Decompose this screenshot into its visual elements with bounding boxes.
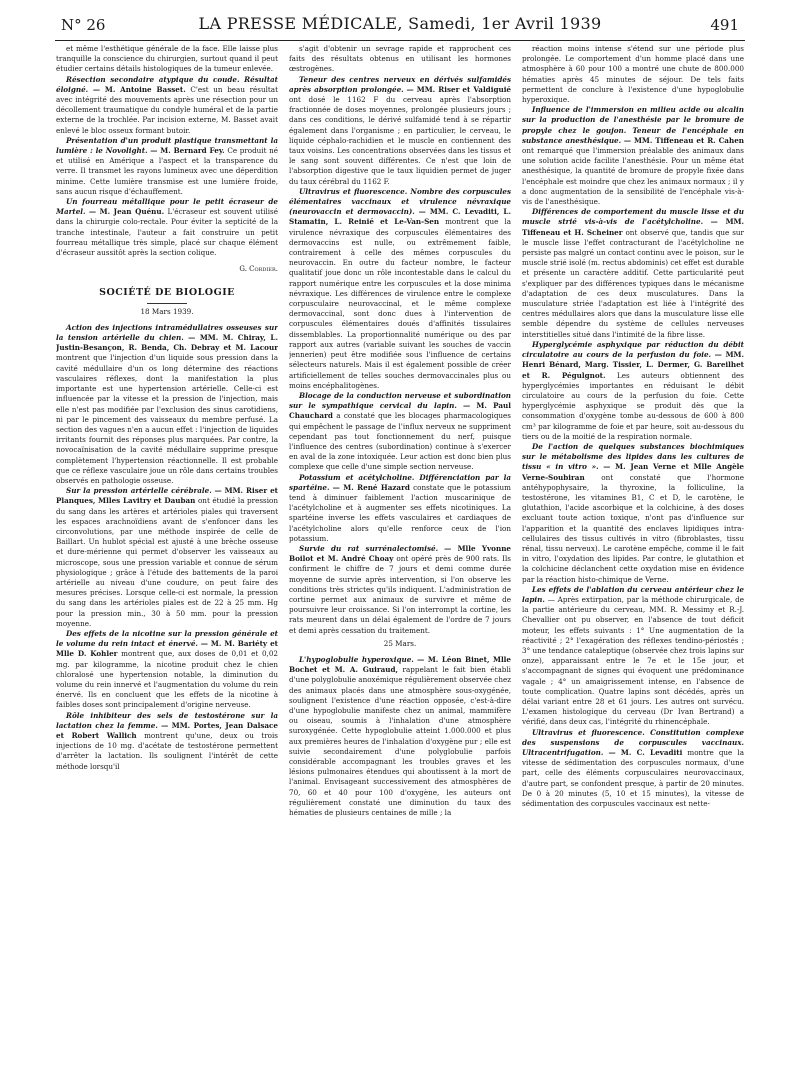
article-text: montrent que l'injection d'un liquide sous pression dans la cavité médullaire d'un os long détermine des réactions vasculaires réflexes, dont la manifestation la plus importante est une hypertension artérielle. Celle-ci est influencée par la vitesse et la pression de l'injection, mais elle n'est pas modifiée par l'exclusion des sinus carotidiens, ni par le pincement des vaisseaux du membre perfusé. La section des vagues n'en a aucun effet : l'injection de liquides irritants fournit des réponses plus marquées. Par contre, la novocaïnisation de la cavité médullaire supprime presque complètement l'hypertension réactionnelle. Il est probable que ce réflexe vasculaire joue un rôle dans certains troubles observés en pathologie osseuse. (56, 353, 278, 485)
article-text: Les auteurs obtiennent des hyperglycémies importantes en réduisant le débit circulatoire au cours de la perfusion du foie. Cette hyperglycémie asphyxique se produit dès que la consommation d'oxygène tombe au-dessous de 600 à 800 cm³ par kilogramme de foie et par heure, soit au-dessous du tiers ou de la moitié de la respiration normale. (522, 370, 744, 441)
article-title: Sur la pression artérielle cérébrale. (66, 486, 212, 496)
session-date: 18 Mars 1939. (140, 306, 194, 316)
page-header (55, 12, 745, 41)
article-paragraph (56, 44, 278, 75)
article-text: réaction moins intense s'étend sur une période plus prolongée. Le comportement d'un homme placé dans une atmosphère à 60 pour 100 a montré une chute de 800.000 hématies après 45 minutes de séjour. De tels faits permettent de conclure à l'existence d'une hypoglobulie hyperoxique. (522, 44, 744, 105)
signature: G. Cordier. (239, 265, 278, 274)
column-1 (56, 44, 278, 1074)
article-paragraph (56, 711, 278, 772)
article-text: et même l'esthétique générale de la face. Elle laisse plus tranquille la conscience du chirurgien, surtout quand il peut étudier certains détails histologiques de la tumeur enlevée. (56, 44, 278, 74)
article-title: Teneur des centres nerveux en dérivés sulfamidés après absorption prolongée. (289, 74, 511, 94)
article-authors: — M. René Hazard (332, 482, 410, 492)
article-title: Des effets de la nicotine sur la pression générale et le volume du rein intact et énervé. (56, 628, 278, 649)
article-paragraph (522, 207, 744, 340)
article-authors: — MM. Riser et Planques, Mlles Lavitry et Dauban (56, 486, 278, 506)
article-title: De l'action de quelques substances biochimiques sur le métabolisme des lipides dans les cultures de tissu « in vitro ». (522, 441, 744, 472)
article-text: L'écraseur est souvent utilisé dans la chirurgie colo-rectale. Pour éviter la septicité de la tranche intestinale, l'auteur a fait construire un petit fourreau métallique très simple, placé sur chaque élément d'écraseur aussitôt après la section colique. (56, 207, 278, 258)
article-title: Un fourreau métallique pour le petit écraseur de Martel. (56, 197, 278, 217)
article-authors: — M. Jean Quénu. (88, 207, 165, 217)
article-paragraph (289, 44, 511, 75)
article-title: Présentation d'un produit plastique transmettant la lumière : le Novolight. (56, 135, 278, 156)
article-paragraph (56, 323, 278, 486)
article-paragraph (522, 442, 744, 585)
article-title: Résection secondaire atypique du coude. Résultat éloigné. (56, 74, 278, 94)
column-2-articles (289, 44, 511, 636)
article-text: constate que le potassium tend à diminuer faiblement l'action muscarinique de l'acétylcholine et à augmenter ses effets nicotiniques. La spartéine inverse les effets vasculaires et cardiaques de l'acétylcholine alors qu'elle renforce ceux de l'ion potassium. (289, 482, 511, 543)
article-paragraph (289, 75, 511, 187)
article-authors: — M. Antoine Basset. (92, 84, 186, 94)
article-title: Influence de l'immersion en milieu acide ou alcalin sur la production de l'anesthésie par le bromure de propyle chez le goujon. Teneur de l'encéphale en substance anesthésique. (522, 105, 744, 145)
article-authors: — MM. M. Chiray, L. Justin-Besançon, R. Benda, Ch. Debray et M. Lacour (56, 333, 278, 353)
article-paragraph (289, 544, 511, 636)
section-rule (147, 303, 187, 304)
article-text: ont remarqué que l'immersion préalable des animaux dans une solution acide facilite l'anesthésie. Pour un même état anesthésique, la quantité de bromure de propyle fixée dans l'encéphale est moindre que chez les animaux normaux ; il y a donc augmentation de la sensibilité de l'encéphale vis-à-vis de l'anesthésique. (522, 146, 744, 207)
article-title: Différences de comportement du muscle lisse et du muscle strié vis-à-vis de l'acétylcholine. (522, 207, 744, 227)
article-paragraph (56, 75, 278, 136)
column-1-articles (56, 44, 278, 258)
article-authors: — M. C. Levaditi (608, 748, 683, 758)
article-text: montrent qu'une, deux ou trois injections de 10 mg. d'acétate de testostérone permettent d'arrêter la lactation. Ils soulignent l'intérêt de cette méthode lorsqu'il (56, 731, 278, 771)
article-authors: — M. Paul Chauchard (289, 401, 511, 421)
article-title: Hyperglycémie asphyxique par réduction du débit circulatoire au cours de la perfusion du foie. (522, 339, 744, 360)
article-paragraph (289, 187, 511, 391)
column-3-articles (522, 44, 744, 809)
article-text: ont étudié la pression du sang dans les artères et artérioles piales qui traversent les espaces arachnoïdiens avant de s'enfoncer dans les circonvolutions, par une méthode inspirée de celle de Baillart. Un hublot spécial est ajusté à une brèche osseuse et dure-mérienne qui permet d'observer les vaisseaux au microscope, sous une pression variable et connue de sérum physiologique ; grâce à l'étude des battements de la paroi artérielle au niveau d'une coudure, on peut faire des mesures précises. Lorsque celle-ci est normale, la pression du sang dans les artérioles piales est de 22 à 25 mm. Hg pour la pression min., 30 à 50 mm. pour la pression moyenne. (56, 496, 278, 628)
article-authors: — MM. Riser et Valdiguié (406, 84, 511, 94)
article-title: L'hypoglobulie hyperoxique. (299, 654, 414, 664)
article-authors: — MM. Tiffeneau et R. Cahen (623, 135, 744, 145)
article-paragraph (289, 391, 511, 473)
article-title: Blocage de la conduction nerveuse et subordination sur le sympathique cervical du lapin. (289, 390, 511, 411)
article-text: — Après extirpation, par la méthode chirurgicale, de la partie antérieure du cerveau, MM. R. Messimy et R.-J. Chevallier ont pu observer, en l'absence de tout déficit moteur, les effets suivants : 1° Une augmentation de la réactivité ; 2° l'exagération des réflexes tendino-périostés ; 3° une tendance cataleptique (observée chez trois lapins sur onze), apparaissant entre le 7e et le 15e jour, et s'accompagnant de signes qui évoquent une prédominance vagale ; 4° un amaigrissement intense, en l'absence de toute complication. Quatre lapins sont décédés, après un délai variant entre 28 et 61 jours. Les autres ont survécu. L'examen histologique du cerveau (Dr Ivan Bertrand) a vérifié, dans deux cas, l'intégrité du rhinencéphale. (522, 594, 744, 727)
article-authors: — MM. C. Levaditi, L. Stamatin, L. Reinié et Le-Van-Sen (289, 207, 511, 227)
article-paragraph (56, 197, 278, 258)
article-authors: — M. Jean Verne et Mlle Angèle Verne-Soubiran (522, 462, 744, 482)
session-date-2: 25 Mars. (383, 638, 417, 648)
column-3 (522, 44, 744, 1074)
article-text: montre que la vitesse de sédimentation des corpuscules normaux, d'une part, celle des éléments corpusculaires neurovaccinaux, d'autre part, se confondent presque, à partir de 20 minutes. De 0 à 20 minutes (5, 10 et 15 minutes), la vitesse de sédimentation des corpuscules vaccinaux est nette- (522, 748, 744, 809)
article-text: rappelant le fait bien établi d'une polyglobulie anoxémique régulièrement observée chez des animaux placés dans une atmosphère sous-oxygénée, soulignent l'existence d'une réaction opposée, c'est-à-dire d'une hypoglobulie manifeste chez un animal, mammifère ou oiseau, soumis à l'inhalation d'une atmosphère suroxygénée. Cette hypoglobulie atteint 1.000.000 et plus aux premières heures de l'inhalation d'oxygène pur ; elle est suivie secondairement d'une polyglobulie parfois considérable accompagnant les troubles graves et les lésions pulmonaires étendues qui aboutissent à la mort de l'animal. Envisageant successivement des atmosphères de 70, 60 et 40 pour 100 d'oxygène, les auteurs ont régulièrement constaté une diminution du taux des hématies de plusieurs centaines de mille ; la (289, 665, 511, 818)
article-text: Ce produit né et utilisé en Amérique a l'aspect et la transparence du verre. Il transmet les rayons lumineux avec une déperdition minime. Cette lumière transmise est une lumière froide, sans aucun risque d'échauffement. (56, 146, 278, 196)
article-title: Potassium et acétylcholine. Différenciation par la spartéine. (289, 472, 511, 492)
article-paragraph (56, 136, 278, 197)
article-authors: — MM. Tiffeneau et H. Scheiner (522, 217, 744, 237)
article-paragraph (289, 655, 511, 818)
column-2-later-articles (289, 655, 511, 818)
article-text: s'agit d'obtenir un sevrage rapide et rapprochent ces faits des résultats obtenus en utilisant les hormones œstrogènes. (289, 44, 511, 74)
society-name: SOCIÉTÉ DE BIOLOGIE (99, 287, 235, 299)
article-paragraph (522, 585, 744, 728)
article-authors: — M. Bernard Fey. (150, 146, 225, 156)
article-text: ont dosé le 1162 F du cerveau après l'absorption fractionnée de doses moyennes, prolongée plusieurs jours ; dans ces conditions, le dérivé sulfamidé tend à se répartir également dans l'organisme ; en particulier, le cerveau, le liquide céphalo-rachidien et le muscle en contiennent des taux voisins. Les concentrations observées dans les tissus et le sang sont souvent différentes. Ce n'est que loin de l'absorption digestive que le taux liquidien permet de juger du taux cérébral du 1162 F. (289, 95, 511, 186)
article-text: ont constaté que l'hormone antéhypophysaire, la thyroxine, la folliculine, la testostérone, les vitamines B1, C et D, le carotène, le glutathion, l'acide ascorbique et la colchicine, à des doses excluant toute action toxique, n'ont pas d'influence sur l'apparition et la quantité des enclaves lipidiques intra-cellulaires des tissus cultivés in vitro (fibroblastes, tissu rénal, tissu nerveux). Le carotène empêche, comme il le fait in vitro, l'oxydation des lipides. Par contre, le glutathion et la colchicine déclanchent cette oxydation mise en évidence par la réaction histo-chimique de Verne. (522, 472, 744, 584)
issue-number: N° 26 (61, 16, 106, 34)
article-text: ont observé que, tandis que sur le muscle lisse l'effet contracturant de l'acétylcholine ne persiste pas malgré un contact continu avec le poison, sur le muscle strié isolé (m. rectus abdominis) cet effet est durable et présente un caractère additif. Cette particularité peut s'expliquer par des différences typiques dans le mécanisme d'adaptation de ces deux musculatures. Dans la musculature striée l'adaptation est liée à l'intégrité des centres médullaires alors que dans la musculature lisse elle semble dépendre du système de cellules nerveuses interstitielles situé dans l'intimité de la fibre lisse. (522, 227, 744, 339)
article-text: montrent que, aux doses de 0,01 et 0,02 mg. par kilogramme, la nicotine produit chez le chien chloralosé une hypertension notable, la diminution du volume du rein innervé et l'augmentation du volume du rein énervé. Ils en concluent que les effets de la nicotine à faibles doses sont principalement d'origine nerveuse. (56, 649, 278, 710)
article-columns (56, 44, 744, 1074)
article-paragraph (522, 105, 744, 207)
article-title: Ultravirus et fluorescence. Nombre des corpuscules élémentaires vaccinaux et virulence névraxique (neurovaccin et dermovaccin). (289, 186, 511, 217)
journal-title: LA PRESSE MÉDICALE, Samedi, 1er Avril 1939 (198, 14, 602, 33)
article-text: a constaté que les blocages pharmacologiques qui empêchent le passage de l'influx nerveux ne suppriment cependant pas tout fonctionnement du nerf, puisque l'influence des centres (subordination) continue à s'exercer en aval de la zone intoxiquée. Leur action est donc bien plus complexe que celle d'une simple section nerveuse. (289, 411, 511, 472)
article-authors: — M. M. Bariéty et Mlle D. Kohler (56, 639, 278, 659)
article-paragraph (522, 44, 744, 105)
article-paragraph (56, 486, 278, 629)
article-text: C'est un beau résultat avec intégrité des mouvements après une résection pour un décollement traumatique du condyle huméral et de la partie externe de la trochlée. Par incision externe, M. Basset avait enlevé le bloc osseux formant butoir. (56, 84, 278, 135)
article-paragraph (289, 473, 511, 544)
article-authors: — Mlle Yvonne Boilot et M. André Choay (289, 543, 511, 564)
article-text: montrent que la virulence névraxique des corpuscules élémentaires des dermovaccins est nulle, ou extrêmement faible, contrairement à celle des mêmes corpuscules du neurovaccin. En outre du facteur nombre, le facteur qualitatif joue donc un rôle incontestable dans le calcul du rapport numérique entre les corpuscules et la dose minima névraxique. Les différences de virulence entre le complexe corpusculaire neurovaccinal, et le même complexe dermovaccinal, sont donc dues à l'intervention de corpuscules élémentaires doués d'affinités tissulaires dissemblables. La proportionnalité numérique ou des par rapport aux autres (variable suivant les souches de vaccin jennerien) peut être modifiée sous l'influence de certains sélecteurs naturels. Mais il est également possible de créer artificiellement de telles souches dermovaccinales plus ou moins encéphalitogènes. (289, 217, 511, 390)
article-authors: — M. Léon Binet, Mlle Bochet et M. A. Guiraud, (289, 654, 511, 675)
article-authors: — MM. Henri Bénard, Marg. Tissier, L. Dermer, G. Bareilhet et R. Pégulgnot. (522, 350, 744, 380)
article-title: Ultravirus et fluorescence. Constitution complexe des suspensions de corpuscules vaccinaux. Ultracentrifugation. (522, 727, 744, 758)
article-paragraph (522, 728, 744, 810)
page-number: 491 (710, 16, 739, 34)
column-2 (289, 44, 511, 1074)
article-authors: — MM. Portes, Jean Dalsace et Robert Wallich (56, 720, 278, 740)
article-paragraph (56, 629, 278, 711)
article-paragraph (522, 340, 744, 442)
article-title: Rôle inhibiteur des sels de testostérone sur la lactation chez la femme. (56, 710, 278, 730)
article-title: Action des injections intramédullaires osseuses sur la tension artérielle du chien. (56, 322, 278, 343)
article-title: Les effets de l'ablation du cerveau antérieur chez le lapin. (522, 584, 744, 604)
article-text: ont opéré près de 900 rats. Ils confirment le chiffre de 7 jours et demi comme durée moyenne de survie après intervention, si l'on observe les conditions très strictes qu'ils indiquent. L'administration de cortine permet aux animaux de survivre et même de poursuivre leur croissance. Si l'on interrompt la cortine, les rats meurent dans un délai également de l'ordre de 7 jours et demi après cessation du traitement. (289, 554, 511, 635)
column-1-society-articles (56, 323, 278, 772)
article-title: Survie du rat surrénalectomisé. (299, 543, 439, 553)
